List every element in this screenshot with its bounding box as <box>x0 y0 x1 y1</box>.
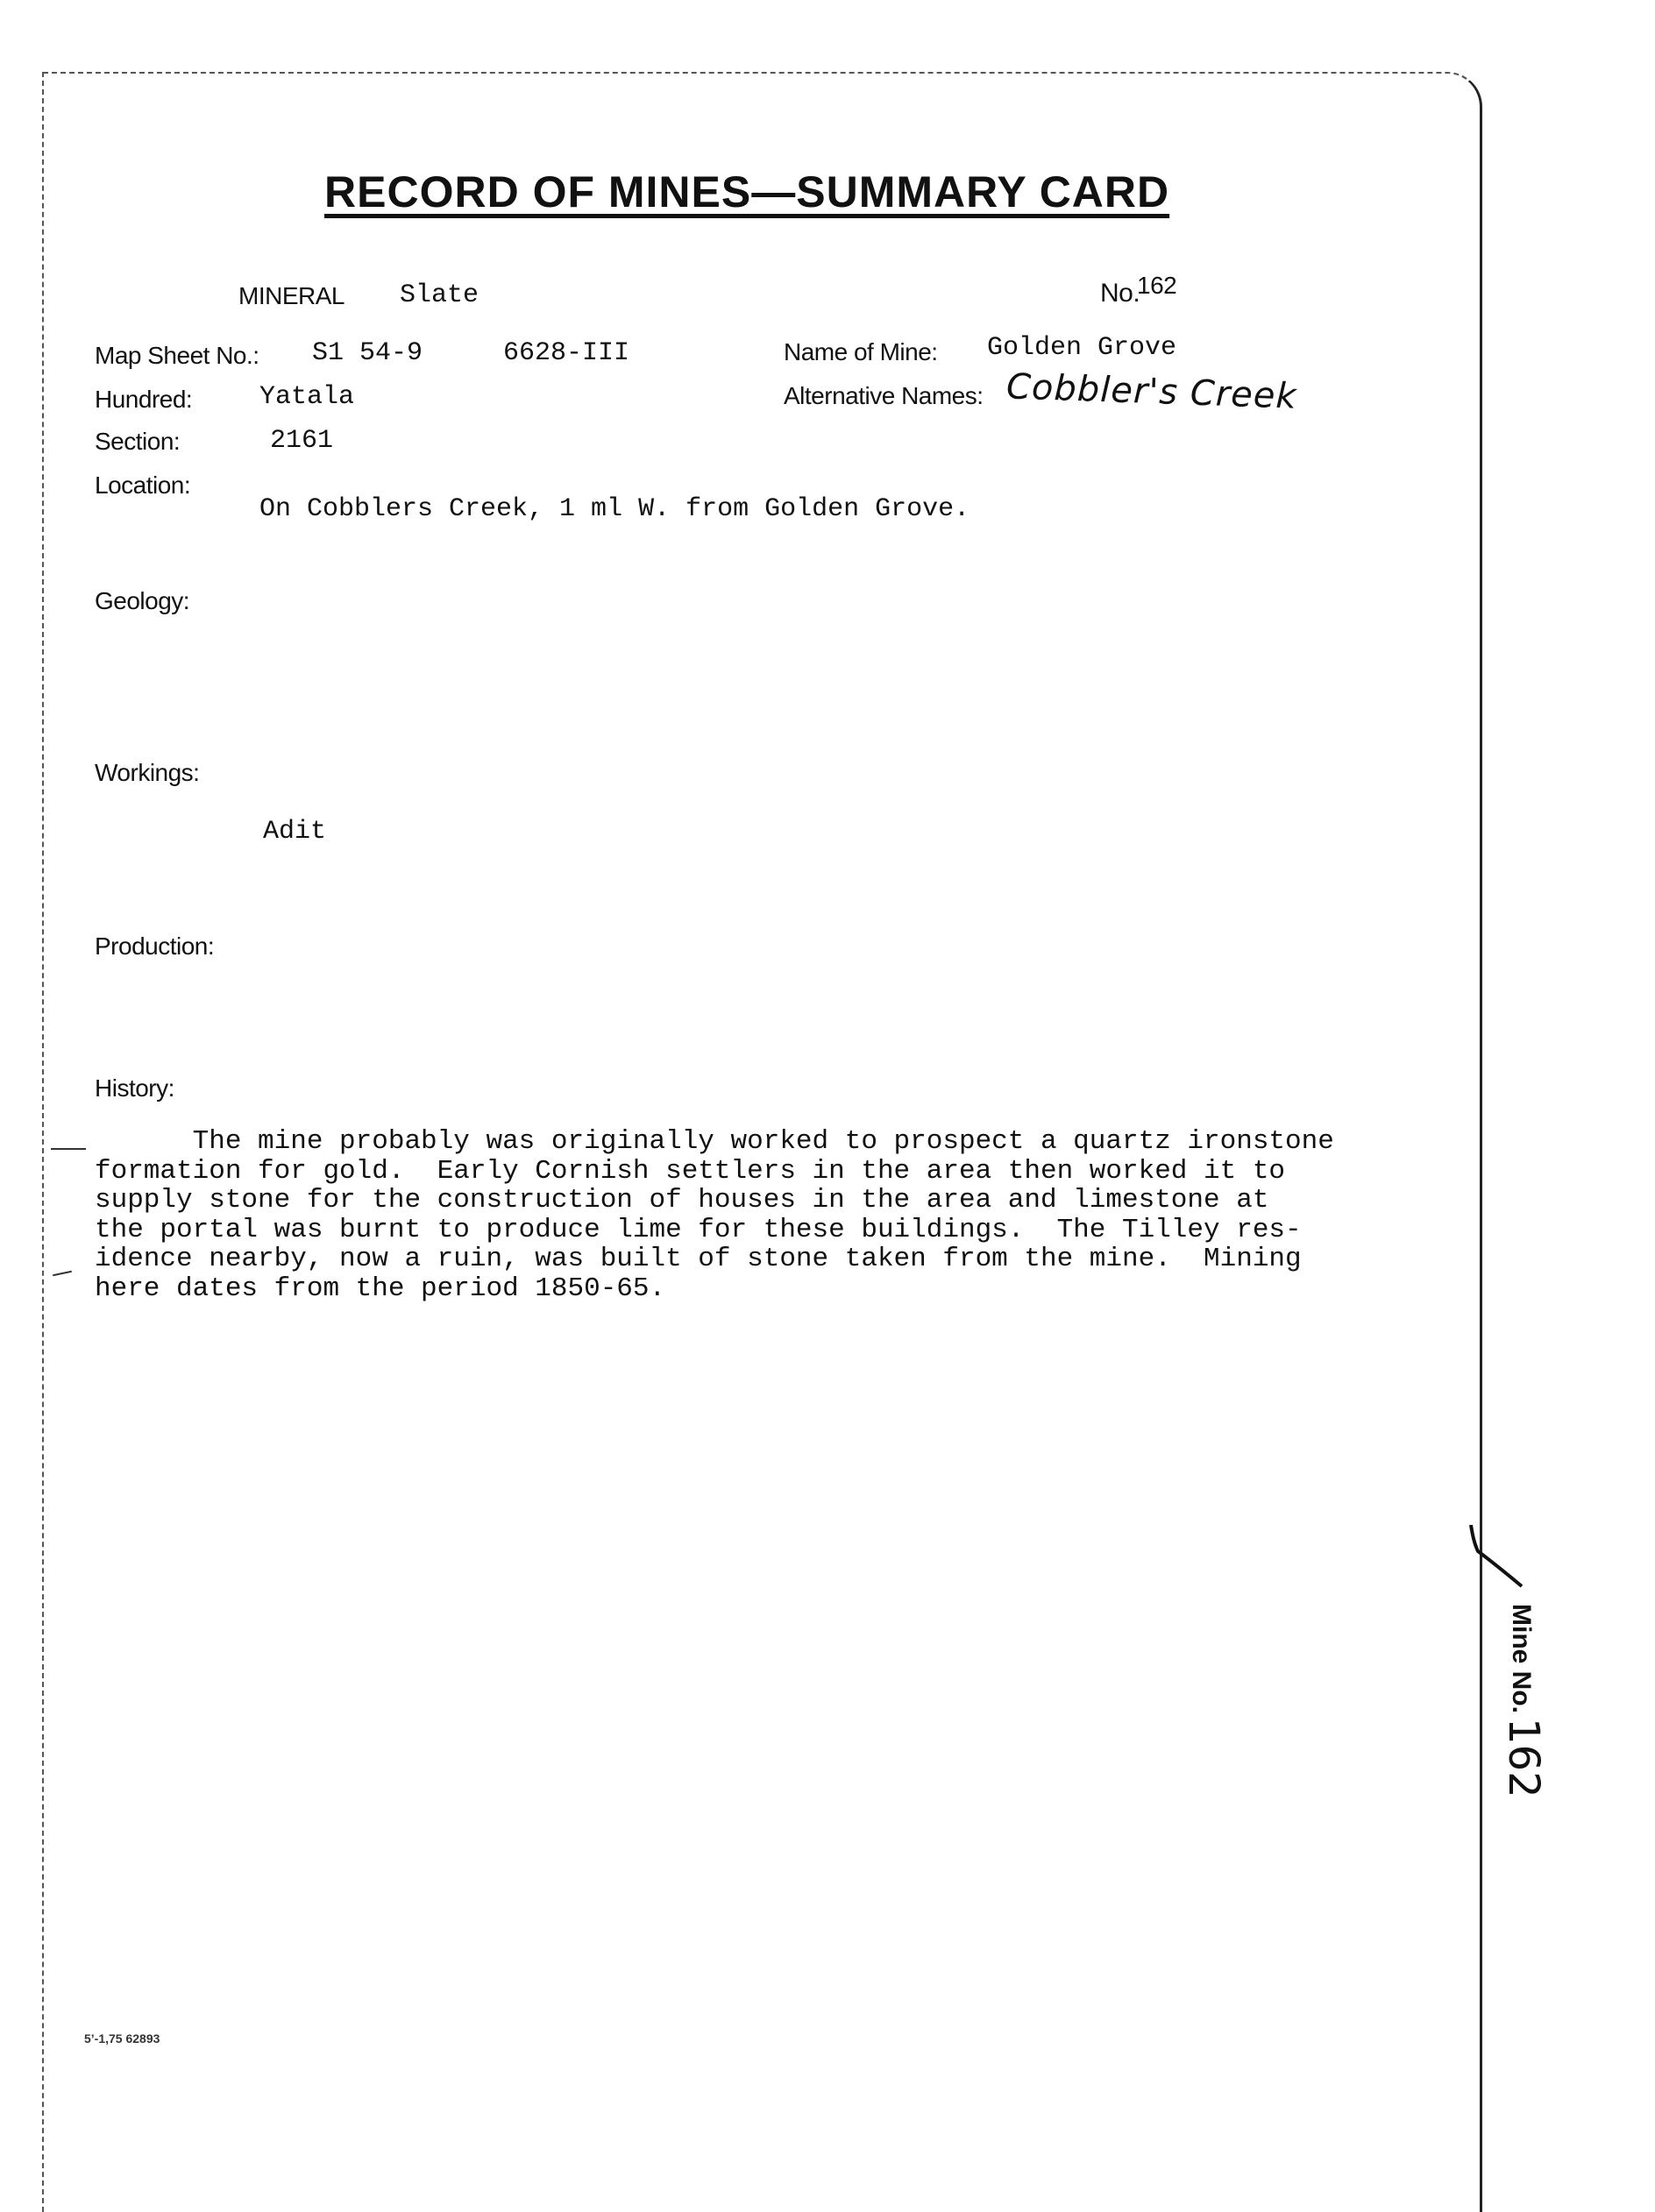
mineral-value: Slate <box>400 280 479 310</box>
alternative-names-label: Alternative Names: <box>784 382 984 409</box>
map-sheet-label: Map Sheet No.: <box>95 342 259 369</box>
hundred-value: Yatala <box>259 382 355 412</box>
hundred-label: Hundred: <box>95 386 193 413</box>
card-title: RECORD OF MINES—SUMMARY CARD <box>324 167 1170 216</box>
margin-tick <box>51 1148 86 1150</box>
map-sheet-value-1: S1 54-9 <box>312 338 423 368</box>
number-value: 162 <box>1137 272 1177 299</box>
footer-code: 5’-1,75 62893 <box>84 2031 160 2045</box>
map-sheet-value-2: 6628-III <box>503 338 630 368</box>
workings-value: Adit <box>263 817 327 847</box>
card-tab-notch <box>1469 1525 1531 1595</box>
geology-label: Geology: <box>95 587 190 614</box>
alternative-names-handwritten: Cobbler's Creek <box>1005 366 1298 417</box>
name-of-mine-value: Golden Grove <box>987 333 1177 363</box>
location-value: On Cobblers Creek, 1 ml W. from Golden Grove. <box>259 494 970 524</box>
number-label: No. <box>1100 279 1140 308</box>
location-label: Location: <box>95 471 191 499</box>
production-label: Production: <box>95 932 215 960</box>
mineral-label: MINERAL <box>238 282 344 309</box>
side-tab-label: Mine No. <box>1507 1604 1536 1713</box>
history-text: The mine probably was originally worked to prospect a quartz ironstone formation for gold. Early Cornish settlers in the area then worked it to supply stone for the construction of houses in the area and limestone at the portal was burnt to produce lime for these buildings. The Tilley res- idence nearby, now a ruin, was built of stone taken from the mine. Mining here dates from the period 1850-65. <box>95 1126 1334 1304</box>
side-tab-number: 162 <box>1499 1718 1548 1798</box>
history-label: History: <box>95 1074 174 1102</box>
workings-label: Workings: <box>95 759 200 786</box>
section-label: Section: <box>95 428 181 455</box>
section-value: 2161 <box>270 426 334 456</box>
name-of-mine-label: Name of Mine: <box>784 338 938 365</box>
